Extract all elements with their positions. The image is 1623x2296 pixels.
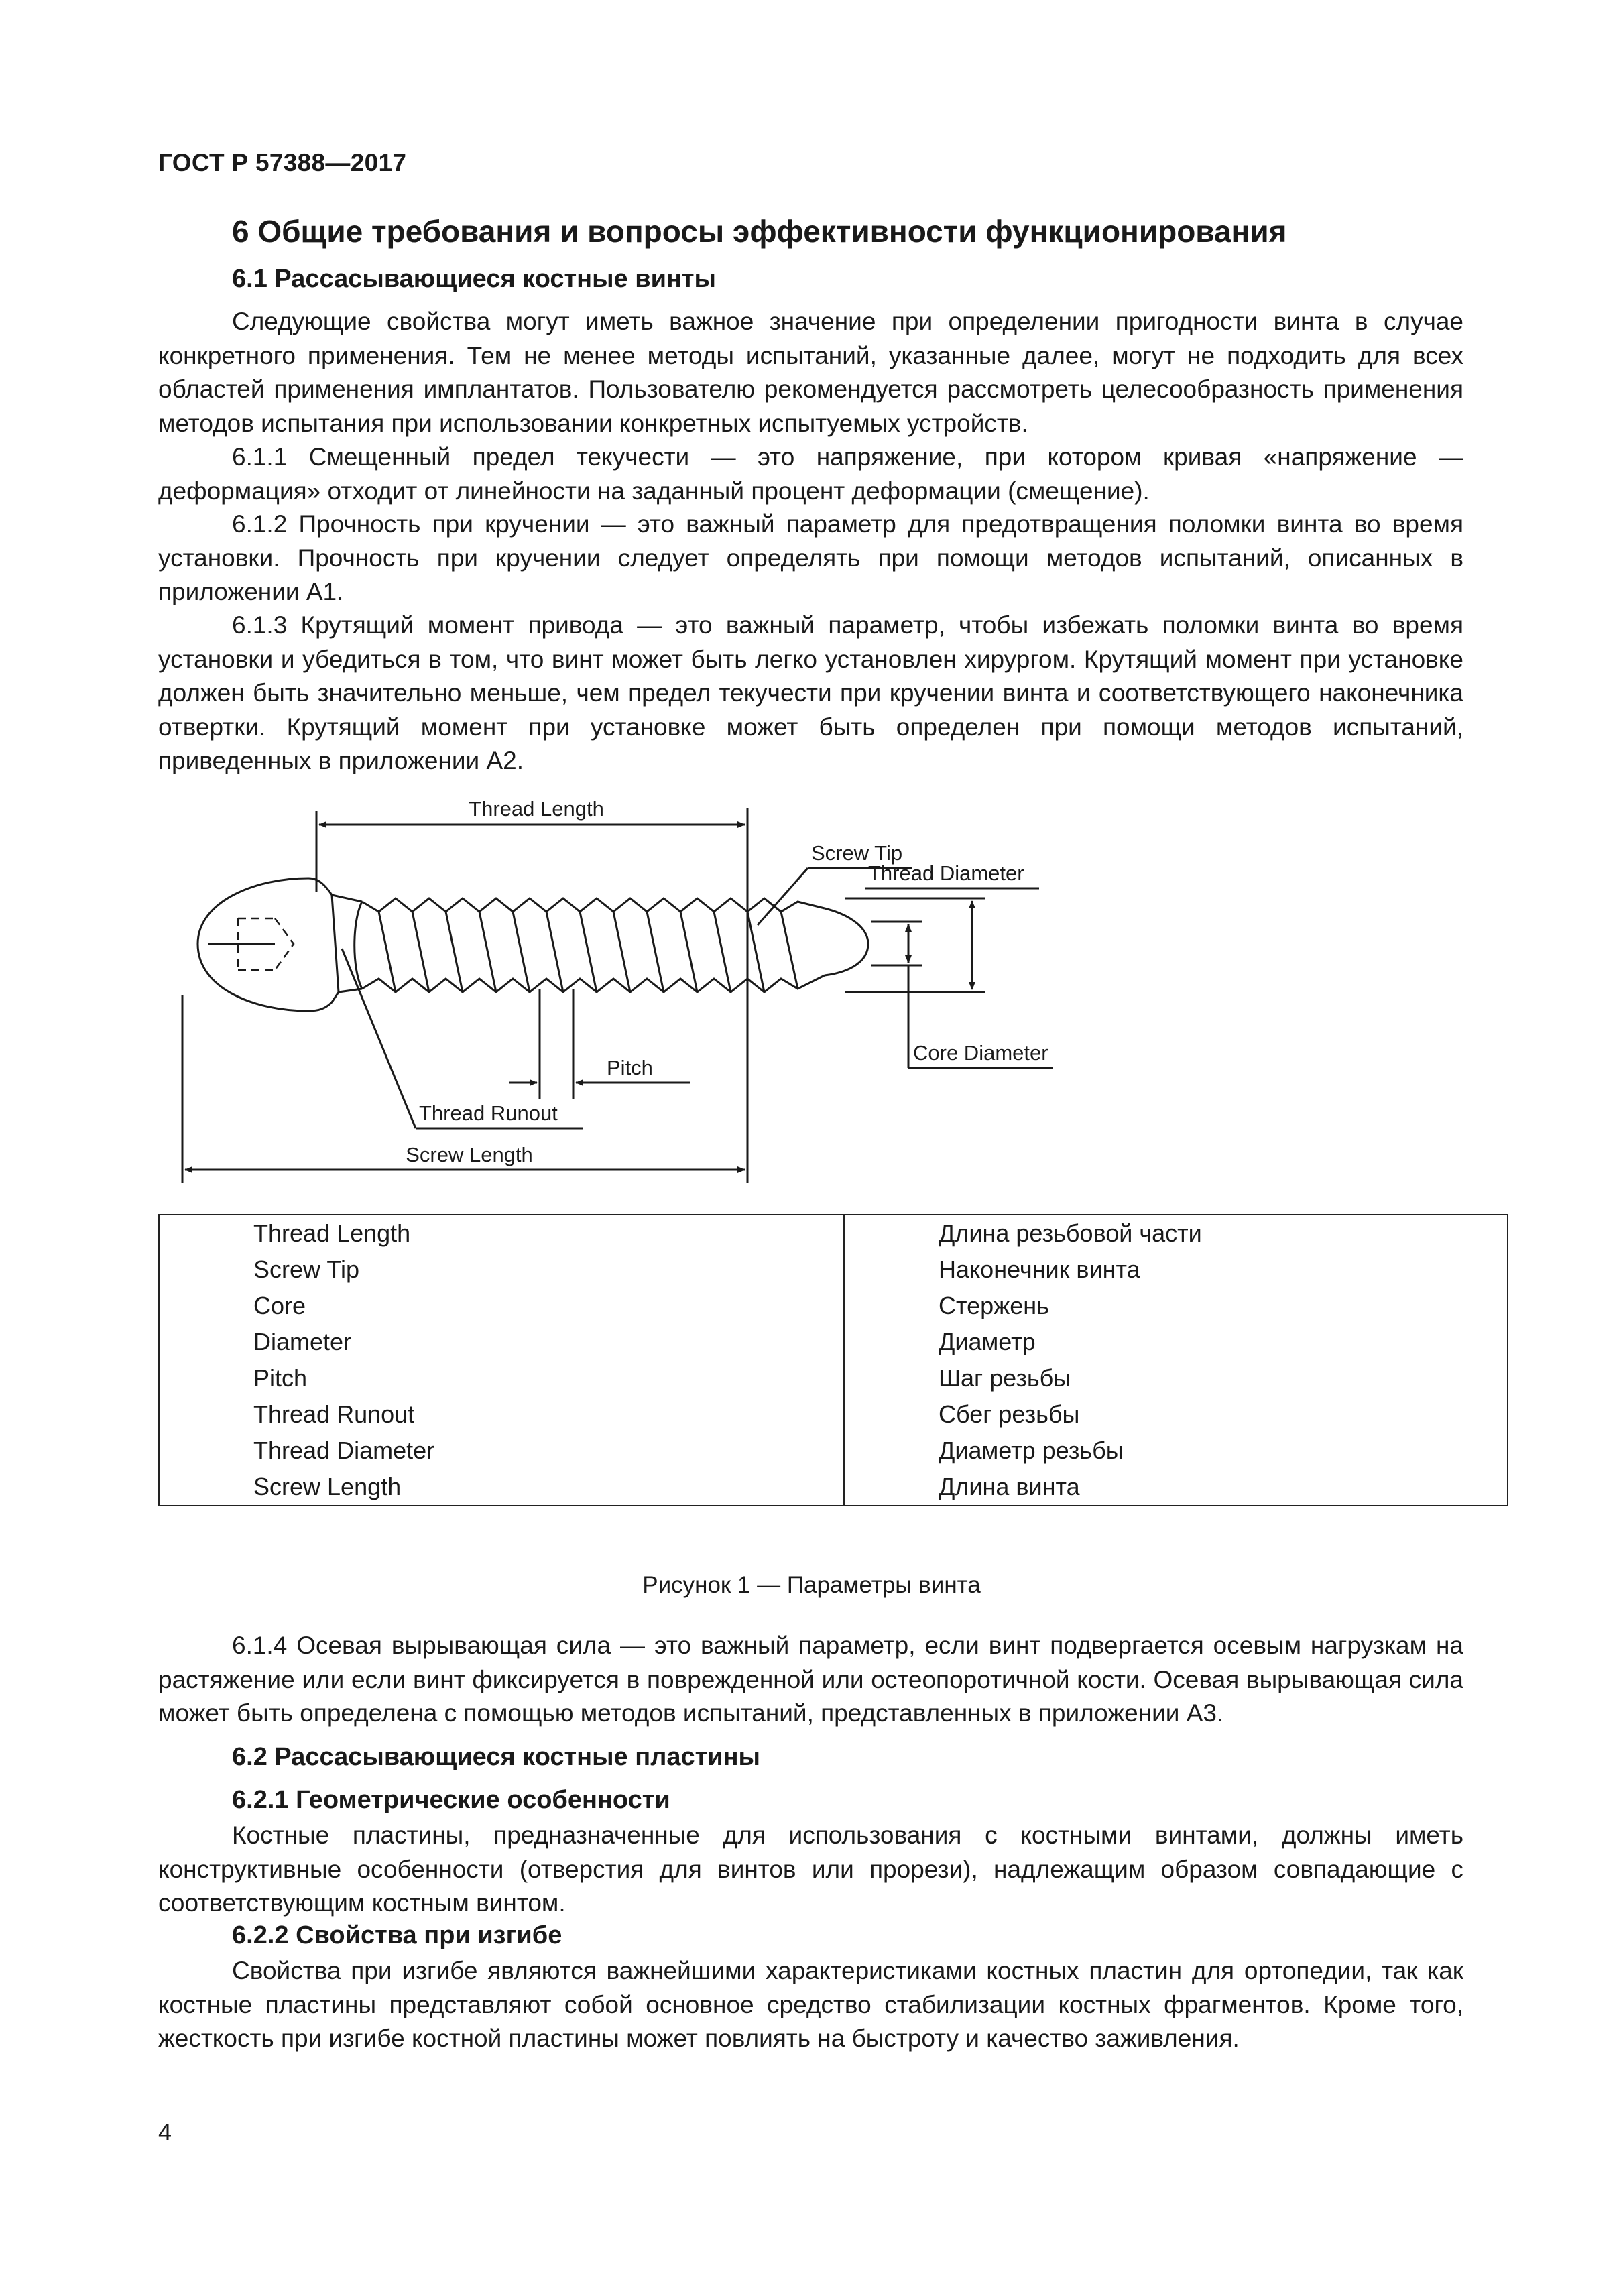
screw-tip [825,908,868,975]
legend-ru: Длина винта [844,1469,1508,1506]
section-6-2-1-title: 6.2.1 Геометрические особенности [232,1786,670,1814]
screw-figure [181,788,1053,1190]
label-thread-length: Thread Length [469,797,604,821]
table-row [159,1469,1508,1506]
paragraph-6-1-3: 6.1.3 Крутящий момент привода — это важный параметр, чтобы избежать поломки винта во время установки и убедиться в том, что винт может быть легко установлен хирургом. Крутящий момент при установке должен быть значительно меньше, чем предел текучести при кручении винта и соответствующего наконечника отвертки. Крутящий момент при установке может быть определен при помощи методов испытаний, приведенных в приложении А2. [158,611,1463,774]
section-6-2-title: 6.2 Рассасывающиеся костные пластины [232,1743,760,1771]
table-row [159,1433,1508,1469]
figure-legend-table [158,1214,1508,1506]
label-thread-diameter: Thread Diameter [868,861,1024,885]
screw-drawing [181,788,1053,1190]
table-row [159,1396,1508,1433]
section-6-1-title: 6.1 Рассасывающиеся костные винты [232,265,716,293]
table-row [159,1324,1508,1360]
thread-top [362,898,825,912]
legend-en: Diameter [159,1324,844,1360]
paragraph-6-2-1: Костные пластины, предназначенные для использования с костными винтами, должны иметь конструктивные особенности (отверстия для винтов или прорези), надлежащим образом совпадающие с соответствующим костным винтом. [158,1821,1463,1917]
legend-ru: Сбег резьбы [844,1396,1508,1433]
label-pitch: Pitch [607,1056,653,1079]
legend-en: Screw Tip [159,1252,844,1288]
legend-en: Thread Diameter [159,1433,844,1469]
legend-en: Thread Runout [159,1396,844,1433]
table-row [159,1288,1508,1324]
label-screw-length: Screw Length [406,1143,533,1166]
legend-en: Thread Length [159,1215,844,1252]
page-number: 4 [158,2118,172,2146]
table-row [159,1252,1508,1288]
legend-ru: Диаметр [844,1324,1508,1360]
paragraph-6-1-1: 6.1.1 Смещенный предел текучести — это напряжение, при котором кривая «напряжение — деформация» отходит от линейности на заданный процент деформации (смещение). [158,443,1463,505]
label-screw-tip: Screw Tip [811,841,903,865]
label-thread-runout: Thread Runout [419,1101,558,1125]
legend-ru: Шаг резьбы [844,1360,1508,1396]
section-6-2-2-title: 6.2.2 Свойства при изгибе [232,1921,562,1949]
legend-ru: Диаметр резьбы [844,1433,1508,1469]
table-row [159,1215,1508,1252]
paragraph-6-2-2: Свойства при изгибе являются важнейшими характеристиками костных пластин для ортопедии, так как костные пластины представляют собой основное средство стабилизации костных фрагментов. Кроме того, жесткость при изгибе костной пластины может повлиять на быстроту и качество заживления. [158,1957,1463,2052]
legend-ru: Длина резьбовой части [844,1215,1508,1252]
document-code: ГОСТ Р 57388—2017 [158,149,407,176]
figure-caption: Рисунок 1 — Параметры винта [642,1572,981,1598]
legend-en: Core [159,1288,844,1324]
legend-ru: Наконечник винта [844,1252,1508,1288]
legend-en: Pitch [159,1360,844,1396]
label-core-diameter: Core Diameter [913,1041,1048,1065]
paragraph-6-1-4: 6.1.4 Осевая вырывающая сила — это важный параметр, если винт подвергается осевым нагрузкам на растяжение или если винт фиксируется в поврежденной или остеопоротичной кости. Осевая вырывающая сила может быть определена с помощью методов испытаний, представленных в приложении А3. [158,1632,1463,1727]
legend-en: Screw Length [159,1469,844,1506]
legend-ru: Стержень [844,1288,1508,1324]
paragraph-intro: Следующие свойства могут иметь важное значение при определении пригодности винта в случае конкретного применения. Тем не менее методы испытаний, указанные далее, могут не подходить для всех областей применения имплантатов. Пользователю рекомендуется рассмотреть целесообразность применения методов испытания при использовании конкретных испытуемых устройств. [158,308,1463,437]
section-6-title: 6 Общие требования и вопросы эффективности функционирования [232,214,1287,249]
table-row [159,1360,1508,1396]
paragraph-6-1-2: 6.1.2 Прочность при кручении — это важный параметр для предотвращения поломки винта во время установки. Прочность при кручении следует определять при помощи методов испытаний, описанных в приложении А1. [158,510,1463,605]
